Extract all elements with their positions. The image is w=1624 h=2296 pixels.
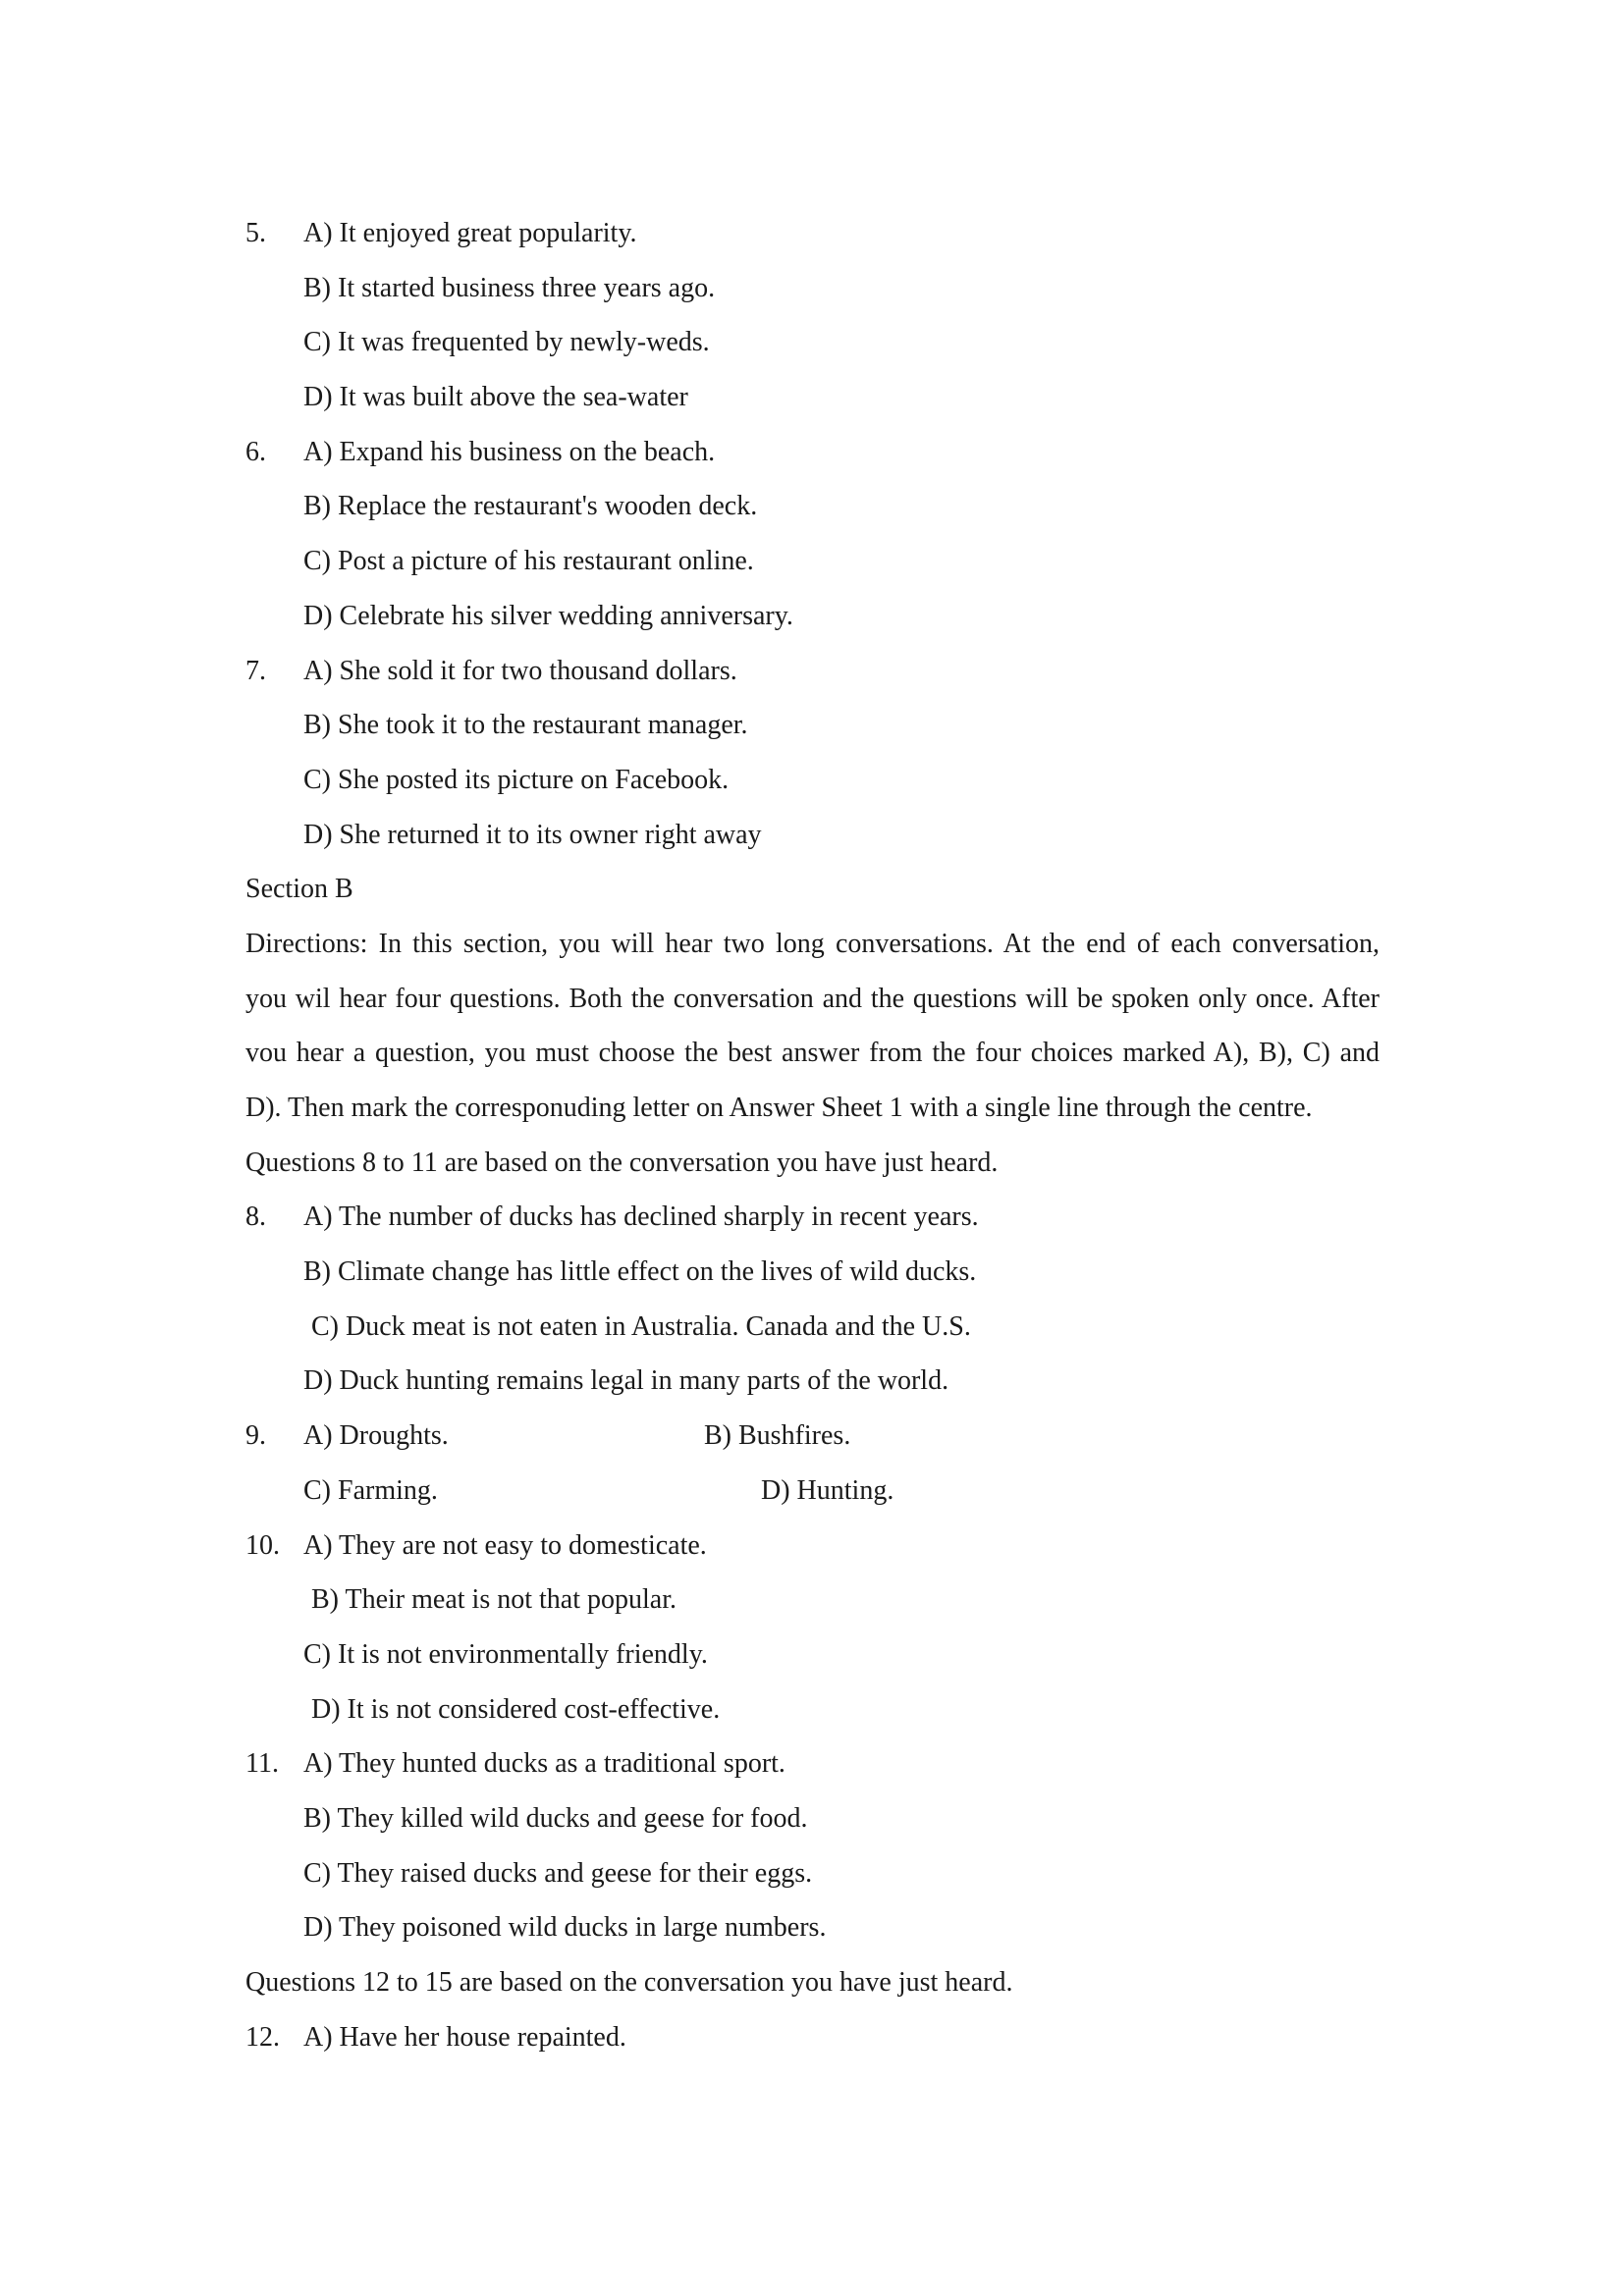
option-b: B) Climate change has little effect on the lives of wild ducks. bbox=[303, 1256, 977, 1288]
question-7-option-c-row bbox=[245, 753, 1384, 808]
question-10-option-b-row bbox=[245, 1573, 1384, 1628]
option-c: C) Farming. bbox=[303, 1474, 438, 1506]
question-12 bbox=[245, 2010, 1384, 2065]
option-b: B) She took it to the restaurant manager. bbox=[303, 710, 748, 741]
question-number: 7. bbox=[245, 655, 266, 686]
option-b: B) It started business three years ago. bbox=[303, 272, 716, 303]
option-c: C) Post a picture of his restaurant online. bbox=[303, 546, 754, 577]
option-a: A) They are not easy to domesticate. bbox=[303, 1529, 707, 1561]
exam-page bbox=[245, 206, 1384, 2064]
question-5-option-d-row bbox=[245, 370, 1384, 425]
question-6-option-b-row bbox=[245, 479, 1384, 534]
question-5 bbox=[245, 206, 1384, 261]
option-d: D) She returned it to its owner right away bbox=[303, 819, 762, 850]
intro-text: Questions 12 to 15 are based on the conversation you have just heard. bbox=[245, 1967, 1013, 1998]
question-10 bbox=[245, 1519, 1384, 1574]
question-8-option-c-row bbox=[245, 1300, 1384, 1355]
question-8 bbox=[245, 1190, 1384, 1245]
section-heading bbox=[245, 862, 1384, 917]
option-a: A) Expand his business on the beach. bbox=[303, 436, 716, 467]
option-d: D) They poisoned wild ducks in large numbers. bbox=[303, 1912, 827, 1944]
question-number: 6. bbox=[245, 436, 266, 467]
option-c: C) Duck meat is not eaten in Australia. Canada and the U.S. bbox=[311, 1310, 971, 1342]
option-a: A) It enjoyed great popularity. bbox=[303, 218, 637, 248]
question-10-option-c-row bbox=[245, 1628, 1384, 1682]
question-5-option-c-row bbox=[245, 315, 1384, 370]
question-11 bbox=[245, 1736, 1384, 1791]
question-7-option-d-row bbox=[245, 808, 1384, 863]
option-b: B) Bushfires. bbox=[704, 1420, 851, 1452]
question-6 bbox=[245, 425, 1384, 480]
option-a: A) They hunted ducks as a traditional sport. bbox=[303, 1748, 785, 1780]
option-a: A) She sold it for two thousand dollars. bbox=[303, 655, 737, 686]
option-d: D) It is not considered cost-effective. bbox=[311, 1693, 721, 1725]
question-8-option-d-row bbox=[245, 1354, 1384, 1409]
question-11-option-d-row bbox=[245, 1900, 1384, 1955]
question-11-option-c-row bbox=[245, 1846, 1384, 1901]
option-c: C) It is not environmentally friendly. bbox=[303, 1638, 708, 1670]
option-d: D) Celebrate his silver wedding anniversary. bbox=[303, 600, 793, 631]
question-6-option-d-row bbox=[245, 589, 1384, 644]
directions-line-2 bbox=[245, 972, 1384, 1027]
option-b: B) Replace the restaurant's wooden deck. bbox=[303, 491, 758, 522]
directions-text: vou hear a question, you must choose the best answer from the four choices marked A), B), C) and bbox=[245, 1038, 1380, 1069]
directions-text: D). Then mark the corresponuding letter on Answer Sheet 1 with a single line through the centre. bbox=[245, 1093, 1313, 1123]
directions-text: Directions: In this section, you will hear two long conversations. At the end of each conversation, bbox=[245, 928, 1380, 959]
option-d: D) Duck hunting remains legal in many parts of the world. bbox=[303, 1365, 949, 1397]
question-11-option-b-row bbox=[245, 1791, 1384, 1846]
option-a: A) Have her house repainted. bbox=[303, 2021, 626, 2053]
directions-line-1 bbox=[245, 917, 1384, 972]
directions-text: you wil hear four questions. Both the conversation and the questions will be spoken only once. After bbox=[245, 983, 1380, 1014]
option-a: A) Droughts. bbox=[303, 1420, 449, 1452]
conversation-intro-2 bbox=[245, 1955, 1384, 2010]
question-8-option-b-row bbox=[245, 1245, 1384, 1300]
question-number: 8. bbox=[245, 1201, 266, 1233]
option-a: A) The number of ducks has declined sharply in recent years. bbox=[303, 1201, 979, 1233]
question-7 bbox=[245, 644, 1384, 699]
question-7-option-b-row bbox=[245, 698, 1384, 753]
option-b: B) Their meat is not that popular. bbox=[311, 1584, 677, 1616]
directions-line-4 bbox=[245, 1081, 1384, 1136]
question-number: 12. bbox=[245, 2021, 280, 2053]
question-9 bbox=[245, 1409, 1384, 1464]
question-6-option-c-row bbox=[245, 534, 1384, 589]
section-b-heading: Section B bbox=[245, 874, 353, 905]
question-10-option-d-row bbox=[245, 1682, 1384, 1737]
intro-text: Questions 8 to 11 are based on the conversation you have just heard. bbox=[245, 1147, 999, 1178]
option-c: C) She posted its picture on Facebook. bbox=[303, 764, 730, 795]
option-d: D) Hunting. bbox=[761, 1474, 894, 1506]
option-c: C) They raised ducks and geese for their eggs. bbox=[303, 1857, 813, 1889]
option-c: C) It was frequented by newly-weds. bbox=[303, 327, 710, 358]
directions-line-3 bbox=[245, 1026, 1384, 1081]
question-9-options-c-d-row bbox=[245, 1464, 1384, 1519]
conversation-intro bbox=[245, 1136, 1384, 1191]
question-number: 9. bbox=[245, 1420, 266, 1452]
question-number: 11. bbox=[245, 1748, 279, 1780]
option-d: D) It was built above the sea-water bbox=[303, 382, 688, 413]
question-number: 10. bbox=[245, 1529, 280, 1561]
question-number: 5. bbox=[245, 218, 266, 248]
option-b: B) They killed wild ducks and geese for food. bbox=[303, 1802, 808, 1834]
question-5-option-b-row bbox=[245, 261, 1384, 316]
